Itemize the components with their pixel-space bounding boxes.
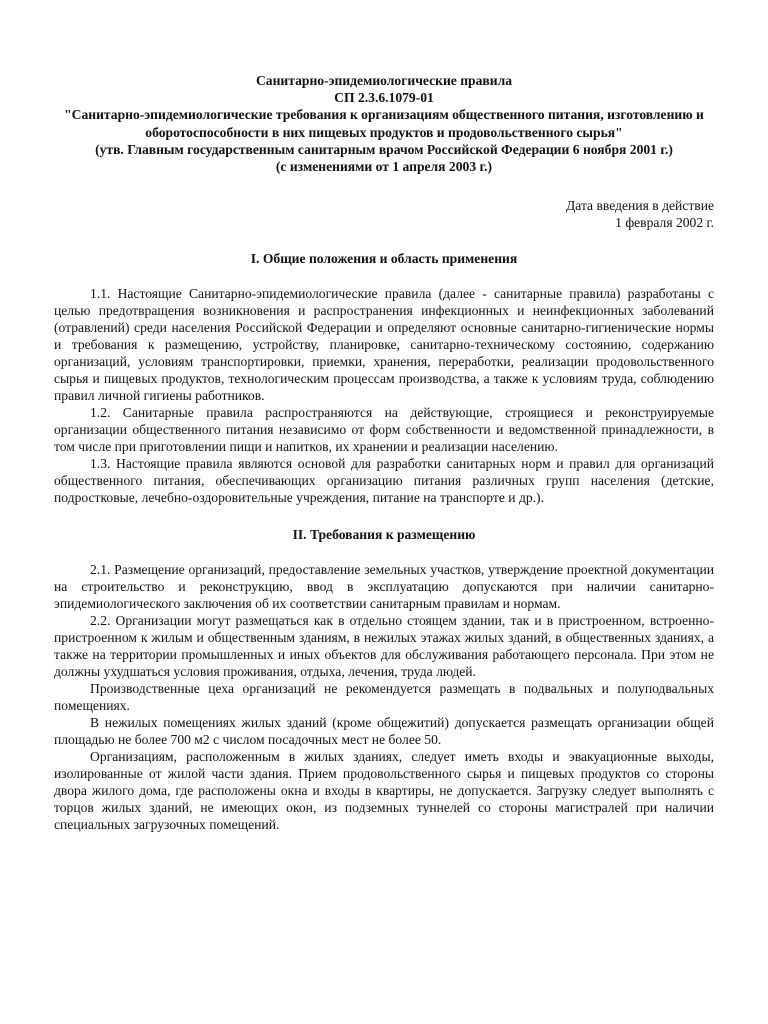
paragraph: В нежилых помещениях жилых зданий (кроме общежитий) допускается размещать организации общей площадью не более 700 м2 с числом посадочных мест не более 50. <box>54 715 714 748</box>
effective-date-label: Дата введения в действие <box>566 198 714 214</box>
section-title: I. Общие положения и область применения <box>250 250 518 266</box>
header-approval: (утв. Главным государственным санитарным врачом Российской Федерации 6 ноября 2001 г.) <box>95 141 673 157</box>
paragraph: 1.1. Настоящие Санитарно-эпидемиологические правила (далее - санитарные правила) разработаны с целью предотвращения возникновения и распространения инфекционных и неинфекционных заболеваний (отравлений) среди населения Российской Федерации и определяют основные санитарно-гигиенические нормы и требования к размещению, устройству, планировке, санитарно-техническому состоянию, содержанию организаций, условиям транспортировки, приемки, хранения, переработки, реализации продовольственного сырья и пищевых продуктов, технологическим процессам производства, а также к условиям труда, соблюдению правил личной гигиены работников. <box>54 285 714 403</box>
effective-date-value: 1 февраля 2002 г. <box>615 215 714 231</box>
header-rules-code: СП 2.3.6.1079-01 <box>334 90 434 106</box>
paragraph: 1.3. Настоящие правила являются основой для разработки санитарных норм и правил для организаций общественного питания, обеспечивающих организацию питания различных групп населения (детские, подростковые, лечебно-оздоровительные учреждения, питание на транспорте и др.). <box>54 455 714 505</box>
paragraph: 2.2. Организации могут размещаться как в отдельно стоящем здании, так и в пристроенном, встроенно-пристроенном к жилым и общественным зданиям, в нежилых этажах жилых зданий, в общественных зданиях, а также на территории промышленных и иных объектов для обслуживания работающего персонала. При этом не должны ухудшаться условия проживания, отдыха, лечения, труда людей. <box>54 613 714 680</box>
effective-date <box>54 197 714 231</box>
paragraph: 1.2. Санитарные правила распространяются на действующие, строящиеся и реконструируемые организации общественного питания независимо от форм собственности и ведомственной принадлежности, в том числе при приготовлении пищи и напитков, их хранении и реализации населению. <box>54 404 714 454</box>
paragraph: Производственные цеха организаций не рекомендуется размещать в подвальных и полуподвальных помещениях. <box>54 681 714 714</box>
document-header <box>54 72 714 175</box>
section-title: II. Требования к размещению <box>292 526 476 542</box>
header-rules-title: "Санитарно-эпидемиологические требования к организациям общественного питания, изготовлению и оборотоспособности в них пищевых продуктов и продовольственного сырья" <box>64 107 704 140</box>
paragraph: 2.1. Размещение организаций, предоставление земельных участков, утверждение проектной документации на строительство и реконструкцию, ввод в эксплуатацию допускаются при наличии санитарно-эпидемиологического заключения об их соответствии санитарным правилам и нормам. <box>54 562 714 612</box>
header-rules-type: Санитарно-эпидемиологические правила <box>255 73 512 88</box>
paragraph: Организациям, расположенным в жилых зданиях, следует иметь входы и эвакуационные выходы, изолированные от жилой части здания. Прием продовольственного сырья и пищевых продуктов со стороны двора жилого дома, где расположены окна и входы в квартиры, не допускается. Загрузку следует выполнять с торцов жилых зданий, не имеющих окон, из подземных туннелей со стороны магистралей при наличии специальных загрузочных помещений. <box>54 749 714 833</box>
header-amendments: (с изменениями от 1 апреля 2003 г.) <box>275 159 493 175</box>
